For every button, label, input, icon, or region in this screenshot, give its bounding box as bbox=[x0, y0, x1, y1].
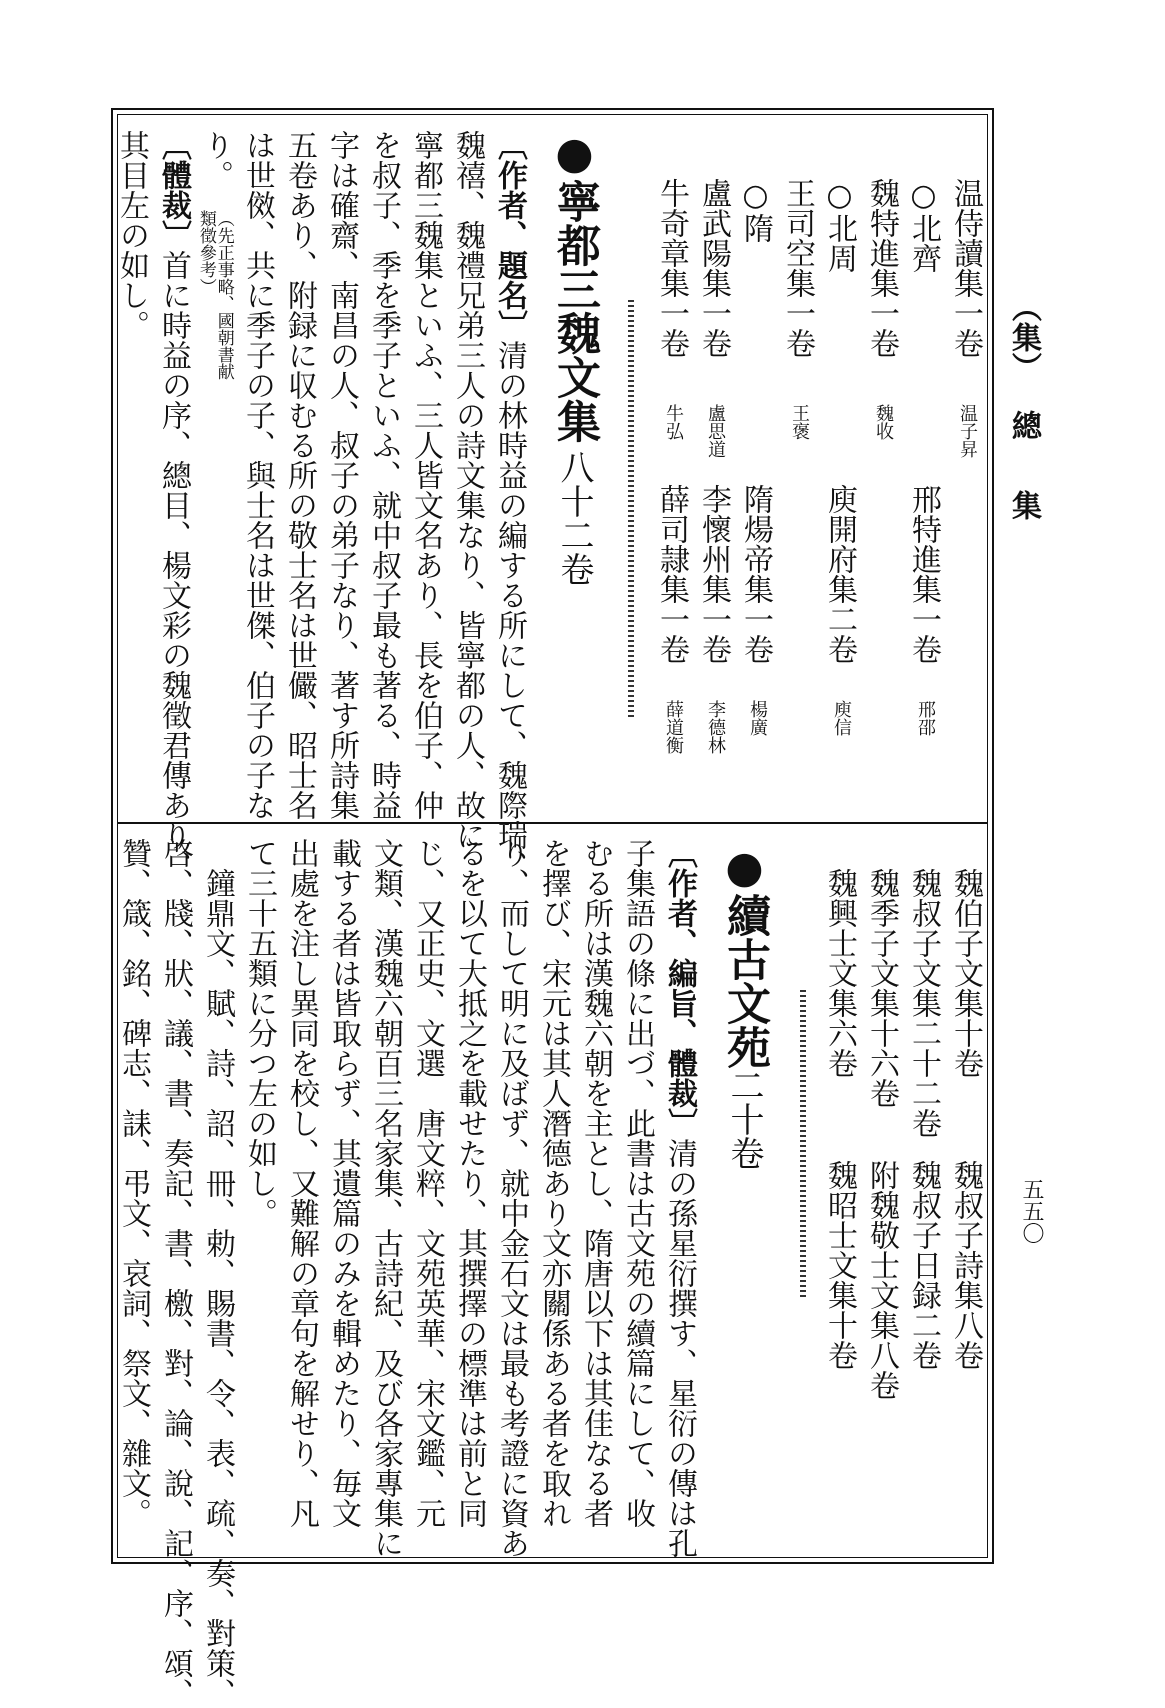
genre-list-line: 鐘鼎文、賦、詩、詔、冊、勅、賜書、令、表、疏、奏、對策、 bbox=[200, 868, 235, 1708]
entry-author: 庾信 bbox=[831, 700, 852, 736]
entry-title: 魏叔子日録二卷 bbox=[906, 1160, 941, 1370]
body-line: 子集語の條に出づ、此書は古文苑の續篇にして、收 bbox=[620, 838, 655, 1528]
body-line: 寧都三魏集といふ、三人皆文名あり、長を伯子、仲 bbox=[408, 130, 443, 820]
section-volumes bbox=[552, 450, 596, 586]
entry-title: 庾開府集二卷 bbox=[822, 484, 857, 664]
volume-count: 二十卷 bbox=[724, 1068, 764, 1170]
entry-title: 附魏敬士文集八卷 bbox=[864, 1160, 899, 1400]
section-divider bbox=[118, 822, 988, 824]
body-text: 清の林時益の編する所にして、魏際瑞、 bbox=[492, 340, 527, 880]
entry-title: 魏伯子文集十卷 bbox=[948, 868, 983, 1078]
page-number: 五五〇 bbox=[1019, 1178, 1044, 1244]
entry-author: 邢邵 bbox=[915, 700, 936, 736]
entry-title: 王司空集一卷 bbox=[780, 178, 815, 358]
body-line bbox=[662, 838, 697, 1558]
section-label: 〔體裁〕 bbox=[156, 130, 191, 250]
entry-author: 牛弘 bbox=[663, 404, 684, 440]
wavy-separator bbox=[800, 990, 806, 1300]
body-line: り。 bbox=[198, 130, 233, 190]
entry-author: 盧思道 bbox=[705, 404, 726, 458]
body-line: は世傚、共に季子の子、與士名は世傑、伯子の子な bbox=[240, 130, 275, 820]
genre-list-line: 啓、牋、狀、議、書、奏記、書、檄、對、論、說、記、序、頌、 bbox=[158, 838, 193, 1708]
body-line: を叔子、季を季子といふ、就中叔子最も著る、時益 bbox=[366, 130, 401, 820]
entry-title: 魏昭士文集十卷 bbox=[822, 1160, 857, 1370]
subcategory-heading: 總 集 bbox=[1006, 410, 1041, 530]
entry-author: 李德林 bbox=[705, 700, 726, 754]
volume-count: 八十二卷 bbox=[554, 450, 594, 586]
entry-title: 盧武陽集一卷 bbox=[696, 178, 731, 358]
entry-title: 温侍讀集一卷 bbox=[948, 178, 983, 358]
entry-title: 隋煬帝集一卷 bbox=[738, 484, 773, 664]
wavy-separator bbox=[628, 300, 634, 720]
section-title: ●續古文苑 bbox=[719, 842, 770, 1069]
entry-title: 魏叔子詩集八卷 bbox=[948, 1160, 983, 1370]
entry-title: 邢特進集一卷 bbox=[906, 484, 941, 664]
period-label: ○隋 bbox=[738, 178, 773, 243]
entry-title: 薛司隷集一卷 bbox=[654, 484, 689, 664]
entry-title: 魏季子文集十六卷 bbox=[864, 868, 899, 1108]
body-line: るを以て大抵之を載せたり、其撰擇の標準は前と同 bbox=[452, 838, 487, 1528]
body-line: 五卷あり、附録に収むる所の敬士名は世儼、昭士名 bbox=[282, 130, 317, 820]
body-line: 魏禧、魏禮兄弟三人の詩文集なり、皆寧都の人、故に bbox=[450, 130, 485, 850]
body-line: 文類、漢魏六朝百三名家集、古詩紀、及び各家專集に bbox=[368, 838, 403, 1558]
body-line bbox=[492, 130, 527, 880]
body-line: て三十五類に分つ左の如し。 bbox=[242, 838, 277, 1228]
entry-author: 魏收 bbox=[873, 404, 894, 440]
entry-title: 魏特進集一卷 bbox=[864, 178, 899, 358]
body-line: 出處を注し異同を校し、又難解の章句を解せり、凡 bbox=[284, 838, 319, 1528]
section-volumes bbox=[722, 1068, 766, 1170]
body-line: 載する者は皆取らず、其遺篇のみを輯めたり、毎文 bbox=[326, 838, 361, 1528]
entry-author: 楊廣 bbox=[747, 700, 768, 736]
entry-title: 魏叔子文集二十二卷 bbox=[906, 868, 941, 1138]
body-text: 首に時益の序、總目、楊文彩の魏徵君傳あり、 bbox=[156, 250, 191, 880]
body-line bbox=[156, 130, 191, 880]
section-title: ●寧都三魏文集 bbox=[549, 128, 600, 443]
section-label: 〔作者、題名〕 bbox=[492, 130, 527, 340]
section-label: 〔作者、編旨、體裁〕 bbox=[662, 838, 697, 1138]
body-text: 清の孫星衍撰す、星衍の傳は孔 bbox=[662, 1138, 697, 1558]
body-line: り、而して明に及ばず、就中金石文は最も考證に資あ bbox=[494, 838, 529, 1558]
entry-author: 薛道衡 bbox=[663, 700, 684, 754]
body-line: 其目左の如し。 bbox=[114, 130, 149, 340]
entry-title: 李懷州集一卷 bbox=[696, 484, 731, 664]
body-line: じ、又正史、文選 唐文粹、文苑英華、宋文鑑、元 bbox=[410, 838, 445, 1528]
entry-title: 魏興士文集六卷 bbox=[822, 868, 857, 1078]
body-line: むる所は漢魏六朝を主とし、隋唐以下は其佳なる者 bbox=[578, 838, 613, 1528]
genre-list-line: 贊、箴、銘、碑志、誄、弔文、哀詞、祭文、雜文。 bbox=[116, 838, 151, 1528]
body-line: を擇び、宋元は其人潛德あり文亦關係ある者を取れ bbox=[536, 838, 571, 1528]
entry-author: 温子昇 bbox=[957, 404, 978, 458]
entry-author: 王褒 bbox=[789, 404, 810, 440]
period-label: ○北齊 bbox=[906, 178, 941, 273]
body-line: 字は確齋、南昌の人、叔子の弟子なり、著す所詩集 bbox=[324, 130, 359, 820]
category-heading: （集） bbox=[1006, 292, 1041, 382]
entry-title: 牛奇章集一卷 bbox=[654, 178, 689, 358]
reference-note: （先正事略、國朝書献類徵參考） bbox=[195, 210, 234, 380]
period-label: ○北周 bbox=[822, 178, 857, 273]
